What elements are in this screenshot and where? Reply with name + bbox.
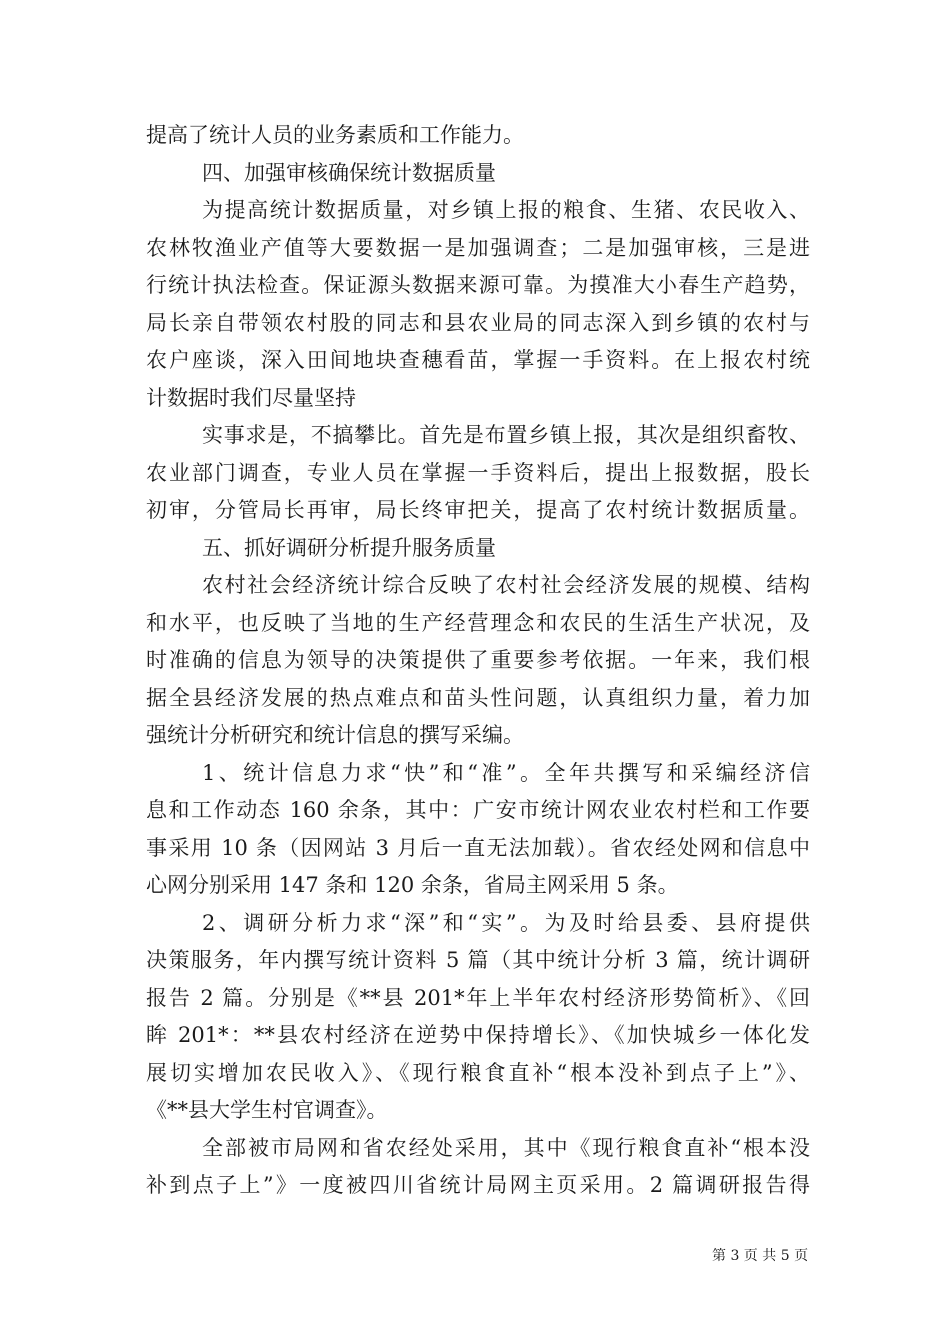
text-line: 农村社会经济统计综合反映了农村社会经济发展的规模、结构	[202, 573, 810, 597]
text-line: 农户座谈，深入田间地块查穗看苗，掌握一手资料。在上报农村统	[146, 348, 810, 372]
text-line: 补到点子上”》一度被四川省统计局网主页采用。2 篇调研报告得	[146, 1173, 810, 1197]
text-line: 实事求是，不搞攀比。首先是布置乡镇上报，其次是组织畜牧、	[202, 423, 810, 447]
text-line: 四、加强审核确保统计数据质量	[202, 160, 496, 185]
text-line: 行统计执法检查。保证源头数据来源可靠。为摸准大小春生产趋势，	[146, 273, 810, 297]
text-line: 农业部门调查，专业人员在掌握一手资料后，提出上报数据，股长	[146, 460, 810, 485]
text-line: 全部被市局网和省农经处采用，其中《现行粮食直补“根本没	[202, 1135, 810, 1160]
text-line: 心网分别采用 147 条和 120 余条，省局主网采用 5 条。	[146, 873, 679, 897]
text-line: 强统计分析研究和统计信息的撰写采编。	[146, 723, 524, 747]
text-line: 事采用 10 条（因网站 3 月后一直无法加载）。省农经处网和信息中	[146, 835, 810, 860]
text-line: 眸 201*：**县农村经济在逆势中保持增长》、《加快城乡一体化发	[146, 1023, 810, 1047]
text-line: 时准确的信息为领导的决策提供了重要参考依据。一年来，我们根	[146, 648, 810, 672]
text-line: 2、调研分析力求“深”和“实”。为及时给县委、县府提供	[202, 910, 810, 935]
text-line: 局长亲自带领农村股的同志和县农业局的同志深入到乡镇的农村与	[146, 310, 810, 335]
text-line: 《**县大学生村官调查》。	[146, 1098, 388, 1122]
text-line: 息和工作动态 160 余条，其中：广安市统计网农业农村栏和工作要	[146, 798, 810, 822]
text-line: 提高了统计人员的业务素质和工作能力。	[146, 123, 524, 147]
text-line: 五、抓好调研分析提升服务质量	[202, 535, 496, 560]
text-line: 为提高统计数据质量，对乡镇上报的粮食、生猪、农民收入、	[202, 198, 810, 222]
document-body	[146, 117, 810, 1205]
text-line: 农林牧渔业产值等大要数据一是加强调查；二是加强审核，三是进	[146, 235, 810, 260]
text-line: 计数据时我们尽量坚持	[146, 385, 356, 410]
text-line: 和水平，也反映了当地的生产经营理念和农民的生活生产状况，及	[146, 610, 810, 635]
text-line: 1、统计信息力求“快”和“准”。全年共撰写和采编经济信	[202, 760, 810, 785]
page-number-footer: 第 3 页 共 5 页	[712, 1248, 809, 1264]
text-line: 决策服务，年内撰写统计资料 5 篇（其中统计分析 3 篇，统计调研	[146, 948, 810, 972]
text-line: 初审，分管局长再审，局长终审把关，提高了农村统计数据质量。	[146, 498, 810, 522]
text-line: 报告 2 篇。分别是《**县 201*年上半年农村经济形势简析》、《回	[146, 985, 810, 1010]
text-line: 展切实增加农民收入》、《现行粮食直补“根本没补到点子上”》、	[146, 1060, 810, 1085]
text-line: 据全县经济发展的热点难点和苗头性问题，认真组织力量，着力加	[146, 685, 810, 710]
